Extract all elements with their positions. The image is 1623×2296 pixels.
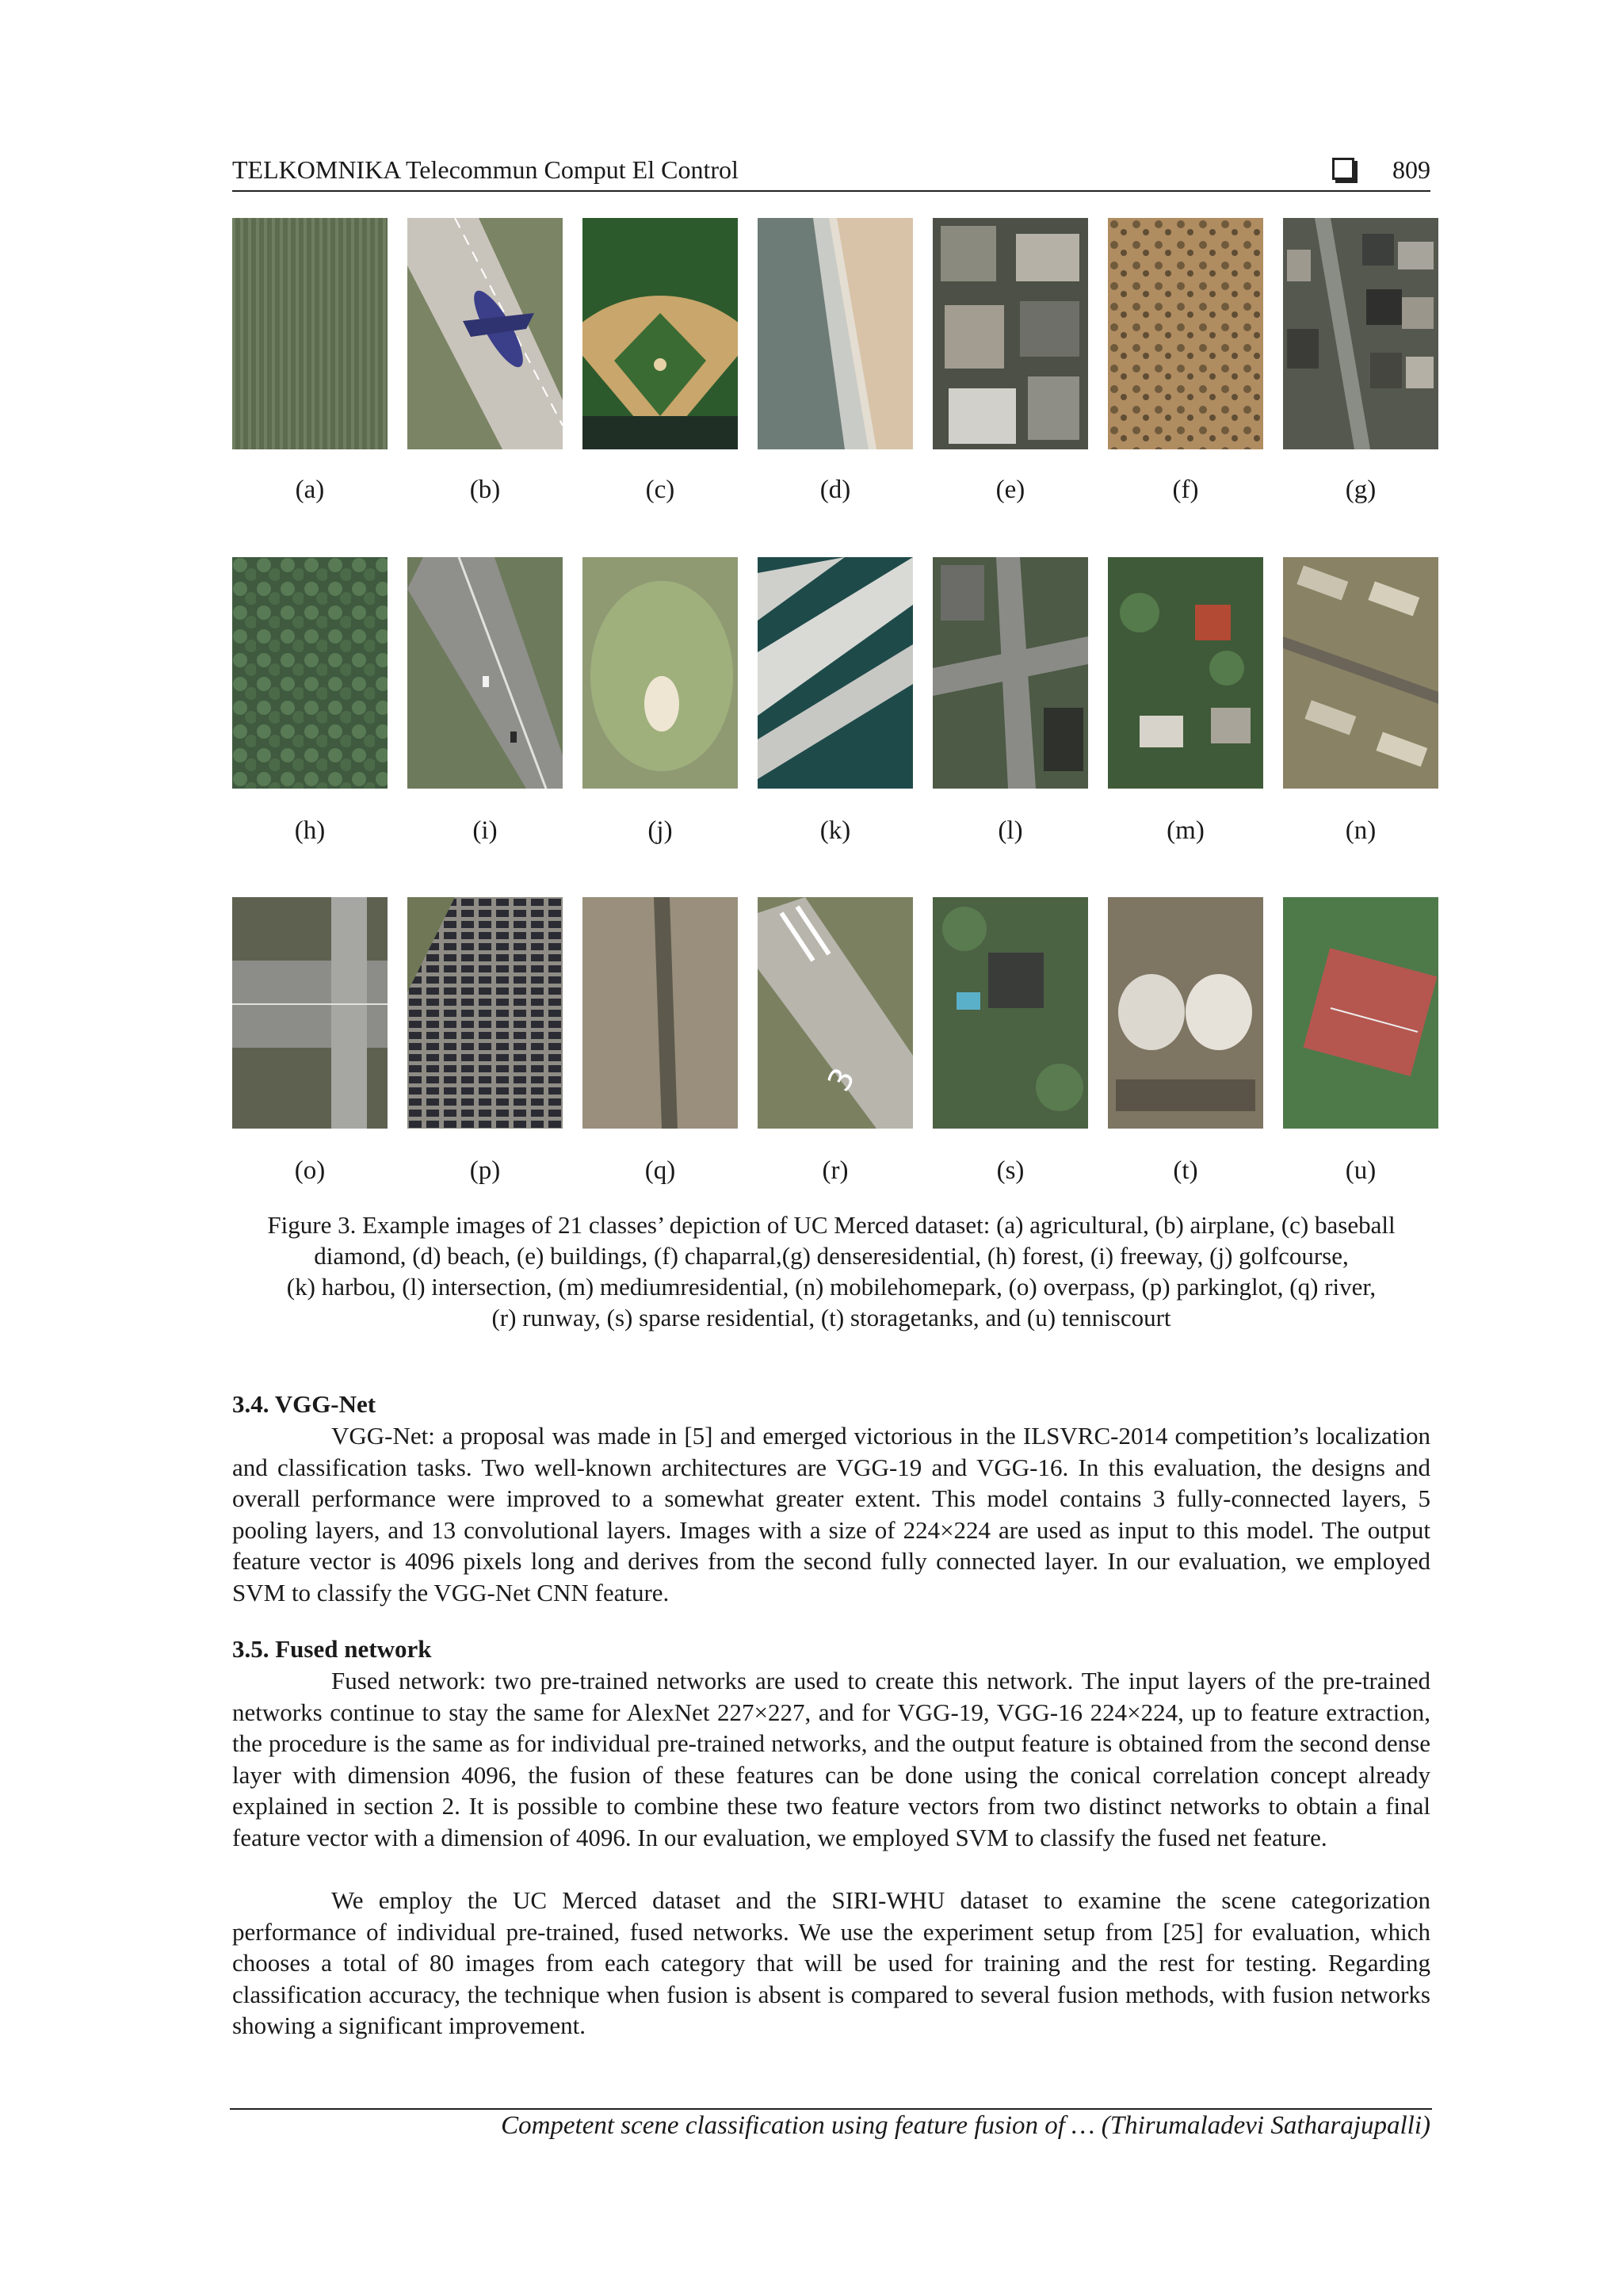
svg-text:3: 3 (820, 1061, 863, 1098)
runway-image (758, 897, 913, 1129)
label-j: (j) (647, 816, 673, 845)
label-e: (e) (995, 476, 1025, 504)
label-b: (b) (469, 476, 501, 504)
label-m: (m) (1167, 816, 1205, 845)
beach-image (758, 218, 913, 449)
running-header (232, 154, 1430, 192)
label-o: (o) (294, 1156, 326, 1185)
header-right (1332, 155, 1430, 185)
paragraph-experiment-setup (232, 1885, 1430, 2042)
buildings-image (933, 218, 1088, 449)
paragraph-fused-network (232, 1665, 1430, 1853)
caption-line: (k) harbou, (l) intersection, (m) mediumresidential, (n) mobilehomepark, (o) overpass, (p) parkinglot, (q) river, (286, 1273, 1377, 1301)
label-l: (l) (998, 816, 1023, 845)
label-n: (n) (1345, 816, 1377, 845)
section-heading-vgg-net: 3.4. VGG-Net (232, 1390, 376, 1418)
caption-line: diamond, (d) beach, (e) buildings, (f) chaparral,(g) denseresidential, (h) forest, (i) freeway, (j) golfcourse, (314, 1242, 1349, 1270)
label-h: (h) (294, 816, 326, 845)
label-u: (u) (1345, 1156, 1377, 1185)
paragraph-text: Fused network: two pre-trained networks are used to create this network. The input layers of the pre-trained networks continue to stay the same for AlexNet 227×227, and for VGG-19, VGG-16 224×224, up to feature extraction, the procedure is the same as for individual pre-trained networks, and the output feature is obtained from the second dense layer with dimension 4096, the fusion of these features can be done using the conical correlation concept already explained in section 2. It is possible to combine these two feature vectors from two distinct networks to obtain a final feature vector with a dimension of 4096. In our evaluation, we employed SVM to classify the fused net feature. (232, 1667, 1430, 1851)
chaparral-image (1108, 218, 1263, 449)
label-d: (d) (819, 476, 851, 504)
running-footer: Competent scene classification using feature fusion of … (Thirumaladevi Satharajupalli) (501, 2111, 1430, 2140)
baseball-diamond-image (582, 218, 738, 449)
overpass-image (232, 897, 388, 1129)
sparse-residential-image (933, 897, 1088, 1129)
agricultural-image (232, 218, 388, 449)
freeway-image (407, 557, 563, 789)
paragraph-text: We employ the UC Merced dataset and the SIRI-WHU dataset to examine the scene categorization performance of individual pre-trained, fused networks. We use the experiment setup from [25] for evaluation, which chooses a total of 80 images from each category that will be used for training and the rest for testing. Regarding classification accuracy, the technique when fusion is absent is compared to several fusion methods, with fusion networks showing a significant improvement. (232, 1886, 1430, 2039)
paragraph-vgg-net (232, 1420, 1430, 1608)
label-c: (c) (645, 476, 675, 504)
storage-tanks-image (1108, 897, 1263, 1129)
page-number: 809 (1392, 155, 1430, 184)
airplane-image (407, 218, 563, 449)
golf-course-image (582, 557, 738, 789)
medium-residential-image (1108, 557, 1263, 789)
label-i: (i) (472, 816, 498, 845)
label-f: (f) (1172, 476, 1199, 504)
square-box-icon (1332, 158, 1354, 180)
caption-line: Figure 3. Example images of 21 classes’ depiction of UC Merced dataset: (a) agricultural, (b) airplane, (c) baseball (267, 1211, 1396, 1239)
harbor-image (758, 557, 913, 789)
dense-residential-image (1283, 218, 1438, 449)
label-k: (k) (819, 816, 851, 845)
tennis-court-image (1283, 897, 1438, 1129)
label-t: (t) (1173, 1156, 1198, 1185)
journal-title: TELKOMNIKA Telecommun Comput El Control (232, 155, 739, 184)
caption-line: (r) runway, (s) sparse residential, (t) storagetanks, and (u) tenniscourt (491, 1304, 1171, 1331)
forest-image (232, 557, 388, 789)
label-r: (r) (822, 1156, 849, 1185)
intersection-image (933, 557, 1088, 789)
label-s: (s) (996, 1156, 1025, 1185)
label-p: (p) (469, 1156, 501, 1185)
river-image (582, 897, 738, 1129)
mobile-home-park-image (1283, 557, 1438, 789)
label-g: (g) (1345, 476, 1377, 504)
footer-rule (230, 2108, 1432, 2110)
section-heading-fused-network: 3.5. Fused network (232, 1635, 432, 1663)
figure-caption (232, 1209, 1430, 1333)
label-q: (q) (644, 1156, 676, 1185)
label-a: (a) (295, 476, 325, 504)
paragraph-text: VGG-Net: a proposal was made in [5] and emerged victorious in the ILSVRC-2014 competition’s localization and classification tasks. Two well-known architectures are VGG-19 and VGG-16. In this evaluation, the designs and overall performance were improved to a somewhat greater extent. This model contains 3 fully-connected layers, 5 pooling layers, and 13 convolutional layers. Images with a size of 224×224 are used as input to this model. The output feature vector is 4096 pixels long and derives from the second fully connected layer. In our evaluation, we employed SVM to classify the VGG-Net CNN feature. (232, 1422, 1430, 1606)
parking-lot-image (407, 897, 563, 1129)
